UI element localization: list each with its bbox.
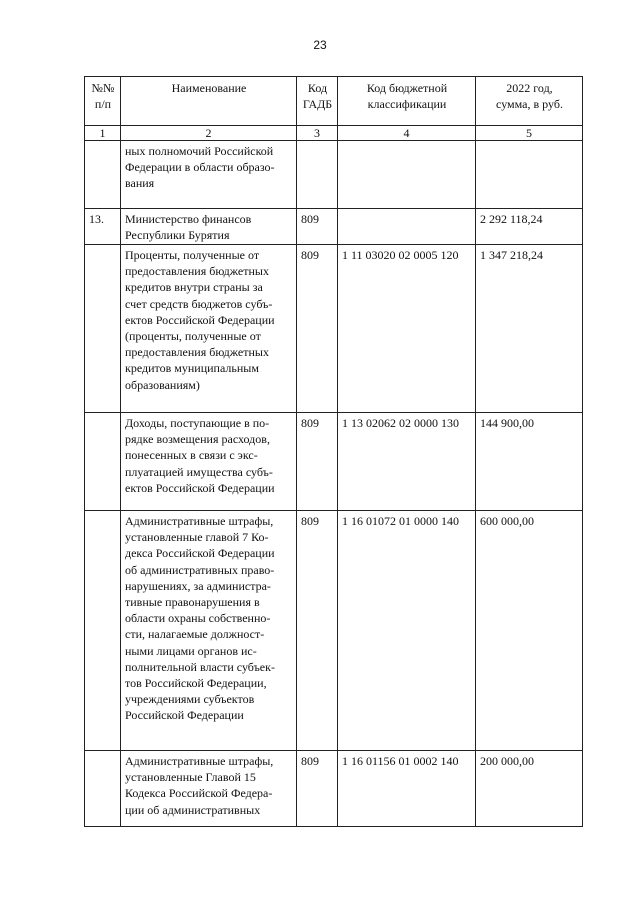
table-row bbox=[85, 413, 583, 511]
table-row bbox=[85, 511, 583, 751]
row-name-line: вания bbox=[125, 176, 155, 191]
row-gadb-code: 809 bbox=[297, 245, 338, 413]
header-gadb-code: Код ГАДБ bbox=[297, 77, 338, 126]
row-gadb-code: 809 bbox=[297, 209, 338, 245]
row-name-line: ными лицами органов ис- bbox=[125, 643, 257, 658]
row-name-line: понесенных в связи с экс- bbox=[125, 448, 258, 463]
row-amount bbox=[476, 141, 583, 209]
row-name-line: нарушениях, за администра- bbox=[125, 578, 271, 593]
header-name: Наименование bbox=[121, 77, 297, 126]
row-name-line: Министерство финансов bbox=[125, 212, 252, 226]
row-gadb-code bbox=[297, 141, 338, 209]
row-name-line: кредитов муниципальным bbox=[125, 361, 259, 376]
row-name-line: Российской Федерации bbox=[125, 708, 244, 723]
row-name bbox=[121, 413, 297, 511]
row-name-line: об административных право- bbox=[125, 562, 275, 577]
row-name-line: ных полномочий Российской bbox=[125, 144, 274, 158]
column-number: 2 bbox=[121, 126, 297, 141]
column-number: 4 bbox=[338, 126, 476, 141]
row-name-line: сти, налагаемые должност- bbox=[125, 627, 265, 642]
row-name-line: тивные правонарушения в bbox=[125, 595, 260, 610]
column-number: 1 bbox=[85, 126, 121, 141]
row-amount: 600 000,00 bbox=[476, 511, 583, 751]
header-amount-2022: 2022 год, сумма, в руб. bbox=[476, 77, 583, 126]
row-number: 13. bbox=[85, 209, 121, 245]
row-name-line: Республики Бурятия bbox=[125, 228, 230, 243]
row-name-line: Доходы, поступающие в по- bbox=[125, 416, 270, 430]
row-name-line: счет средств бюджетов субъ- bbox=[125, 296, 273, 311]
row-name-line: Административные штрафы, bbox=[125, 514, 274, 528]
row-name-line: Административные штрафы, bbox=[125, 754, 274, 768]
row-name bbox=[121, 751, 297, 827]
column-number: 5 bbox=[476, 126, 583, 141]
row-name-line: Федерации в области образо- bbox=[125, 160, 275, 175]
row-amount: 1 347 218,24 bbox=[476, 245, 583, 413]
row-name-line: учреждениями субъектов bbox=[125, 692, 255, 707]
row-gadb-code: 809 bbox=[297, 511, 338, 751]
row-number bbox=[85, 245, 121, 413]
row-name-line: плуатацией имущества субъ- bbox=[125, 464, 273, 479]
table-row bbox=[85, 751, 583, 827]
row-name-line: рядке возмещения расходов, bbox=[125, 432, 270, 447]
table-row bbox=[85, 141, 583, 209]
row-name-line: Проценты, полученные от bbox=[125, 248, 260, 262]
table-header-row bbox=[85, 77, 583, 126]
row-name-line: (проценты, полученные от bbox=[125, 329, 261, 344]
header-row-number: №№ п/п bbox=[85, 77, 121, 126]
row-gadb-code: 809 bbox=[297, 413, 338, 511]
row-name-line: полнительной власти субъек- bbox=[125, 659, 275, 674]
row-number bbox=[85, 751, 121, 827]
row-name-line: декса Российской Федерации bbox=[125, 546, 275, 561]
row-name bbox=[121, 245, 297, 413]
row-budget-classification-code: 1 16 01156 01 0002 140 bbox=[338, 751, 476, 827]
row-number bbox=[85, 141, 121, 209]
row-name-line: кредитов внутри страны за bbox=[125, 280, 263, 295]
row-name-line: установленные Главой 15 bbox=[125, 770, 256, 785]
row-name-line: Кодекса Российской Федера- bbox=[125, 786, 273, 801]
row-name-line: установленные главой 7 Ко- bbox=[125, 530, 269, 545]
row-name-line: образованиям) bbox=[125, 377, 200, 392]
table-row bbox=[85, 245, 583, 413]
row-name-line: предоставления бюджетных bbox=[125, 264, 269, 279]
row-name-line: ции об административных bbox=[125, 802, 261, 817]
row-budget-classification-code: 1 11 03020 02 0005 120 bbox=[338, 245, 476, 413]
row-amount: 200 000,00 bbox=[476, 751, 583, 827]
row-name-line: тов Российской Федерации, bbox=[125, 676, 267, 691]
row-name-line: предоставления бюджетных bbox=[125, 345, 269, 360]
row-name bbox=[121, 209, 297, 245]
row-name-line: ектов Российской Федерации bbox=[125, 480, 275, 495]
page-number: 23 bbox=[313, 38, 327, 52]
row-amount: 144 900,00 bbox=[476, 413, 583, 511]
row-budget-classification-code bbox=[338, 209, 476, 245]
header-budget-classification-code: Код бюджетной классификации bbox=[338, 77, 476, 126]
row-gadb-code: 809 bbox=[297, 751, 338, 827]
row-amount: 2 292 118,24 bbox=[476, 209, 583, 245]
table-row bbox=[85, 209, 583, 245]
row-name bbox=[121, 511, 297, 751]
row-budget-classification-code: 1 13 02062 02 0000 130 bbox=[338, 413, 476, 511]
row-number bbox=[85, 413, 121, 511]
row-number bbox=[85, 511, 121, 751]
row-budget-classification-code bbox=[338, 141, 476, 209]
column-number: 3 bbox=[297, 126, 338, 141]
column-number-row bbox=[85, 126, 583, 141]
budget-revenue-table bbox=[84, 76, 583, 827]
row-name bbox=[121, 141, 297, 209]
row-name-line: области охраны собственно- bbox=[125, 611, 271, 626]
row-name-line: ектов Российской Федерации bbox=[125, 312, 275, 327]
row-budget-classification-code: 1 16 01072 01 0000 140 bbox=[338, 511, 476, 751]
